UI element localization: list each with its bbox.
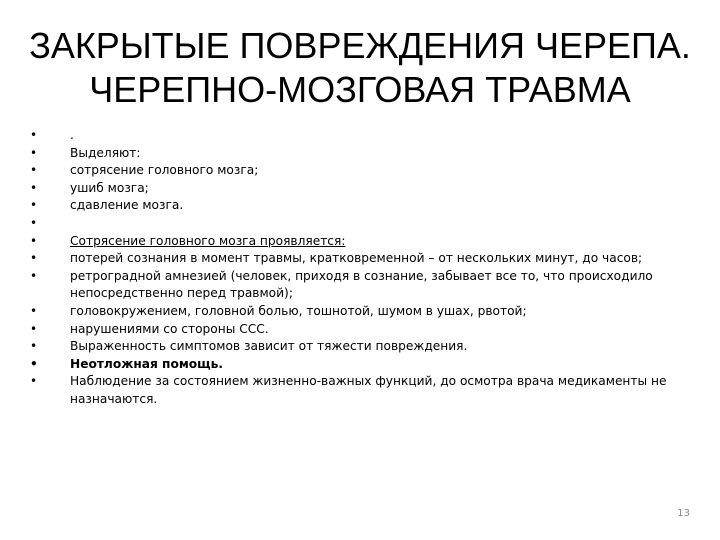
bullet-item-heading: • Сотрясение головного мозга проявляется: [30,233,670,251]
bullet-item: • нарушениями со стороны ССС. [30,321,670,339]
bullet-list [30,127,670,409]
bullet-item: • потерей сознания в момент травмы, кратковременной – от нескольких минут, до часов; [30,250,670,268]
bullet-item: • сдавление мозга. [30,197,670,215]
bullet-item-empty [30,215,670,233]
bullet-item: • сотрясение головного мозга; [30,162,670,180]
bullet-item: • ушиб мозга; [30,180,670,198]
bullet-item: • Выделяют: [30,145,670,163]
bullet-item: • Выраженность симптомов зависит от тяжести повреждения. [30,338,670,356]
slide-title-line-1: ЗАКРЫТЫЕ ПОВРЕЖДЕНИЯ ЧЕРЕПА. [29,25,691,66]
bullet-item: • головокружением, головной болью, тошнотой, шумом в ушах, рвотой; [30,303,670,321]
slide-title [20,24,700,112]
page-number: 13 [677,508,690,519]
slide-title-line-2: ЧЕРЕПНО-МОЗГОВАЯ ТРАВМА [89,69,631,110]
bullet-item-emphasis: • Неотложная помощь. [30,356,670,374]
bullet-item: • ретроградной амнезией (человек, приходя в сознание, забывает все то, что происходило непосредственно перед травмой); [30,268,670,303]
bullet-item: • . [30,127,670,145]
bullet-item: • Наблюдение за состоянием жизненно-важных функций, до осмотра врача медикаменты не назначаются. [30,373,670,408]
